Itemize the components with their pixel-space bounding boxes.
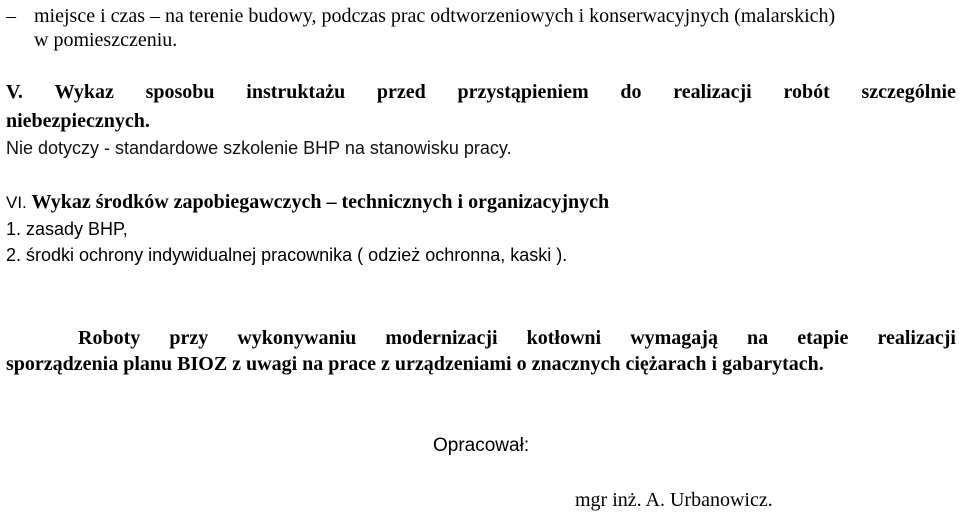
list-item: 1. zasady BHP,	[6, 219, 128, 239]
summary-word: realizacji	[877, 327, 956, 349]
prepared-by-label: Opracował:	[433, 435, 530, 456]
section-v-heading-continuation: niebezpiecznych.	[6, 110, 150, 132]
author-name: mgr inż. A. Urbanowicz.	[575, 489, 773, 511]
section-vi-heading	[6, 190, 609, 215]
list-item: 2. środki ochrony indywidualnej pracownika ( odzież ochronna, kaski ).	[6, 245, 568, 265]
measures-list	[6, 216, 567, 268]
summary-word: kotłowni	[526, 327, 602, 349]
section-v-word: V.	[6, 81, 23, 103]
bullet-line-1: miejsce i czas – na terenie budowy, podczas prac odtworzeniowych i konserwacyjnych (malarskich)	[34, 5, 836, 27]
summary-line-2: sporządzenia planu BIOZ z uwagi na prace z urządzeniami o znacznych ciężarach i gabarytach.	[6, 353, 824, 375]
section-vi-title: Wykaz środków zapobiegawczych – technicznych i organizacyjnych	[31, 191, 610, 213]
summary-word: na	[747, 327, 769, 349]
section-v-word: sposobu	[145, 81, 215, 103]
summary-word: Roboty	[78, 327, 141, 349]
section-v-word: przystąpieniem	[457, 81, 589, 103]
summary-word: przy	[169, 327, 209, 349]
section-v-word: robót	[783, 81, 830, 103]
summary-word: etapie	[797, 327, 849, 349]
section-v-heading	[6, 80, 956, 104]
summary-word: wykonywaniu	[237, 327, 357, 349]
summary-line-1	[6, 326, 956, 350]
section-v-word: przed	[376, 81, 426, 103]
section-v-word: instruktażu	[246, 81, 346, 103]
section-vi-number: VI.	[6, 193, 27, 212]
section-v-word: szczególnie	[861, 81, 956, 103]
section-v-word: do	[620, 81, 642, 103]
section-v-word: realizacji	[673, 81, 752, 103]
section-v-note: Nie dotyczy - standardowe szkolenie BHP na stanowisku pracy.	[6, 138, 512, 158]
bullet-marker: –	[6, 5, 16, 27]
bullet-line-2: w pomieszczeniu.	[34, 29, 178, 51]
summary-word: wymagają	[630, 327, 718, 349]
summary-word: modernizacji	[385, 327, 498, 349]
section-v-word: Wykaz	[54, 81, 114, 103]
